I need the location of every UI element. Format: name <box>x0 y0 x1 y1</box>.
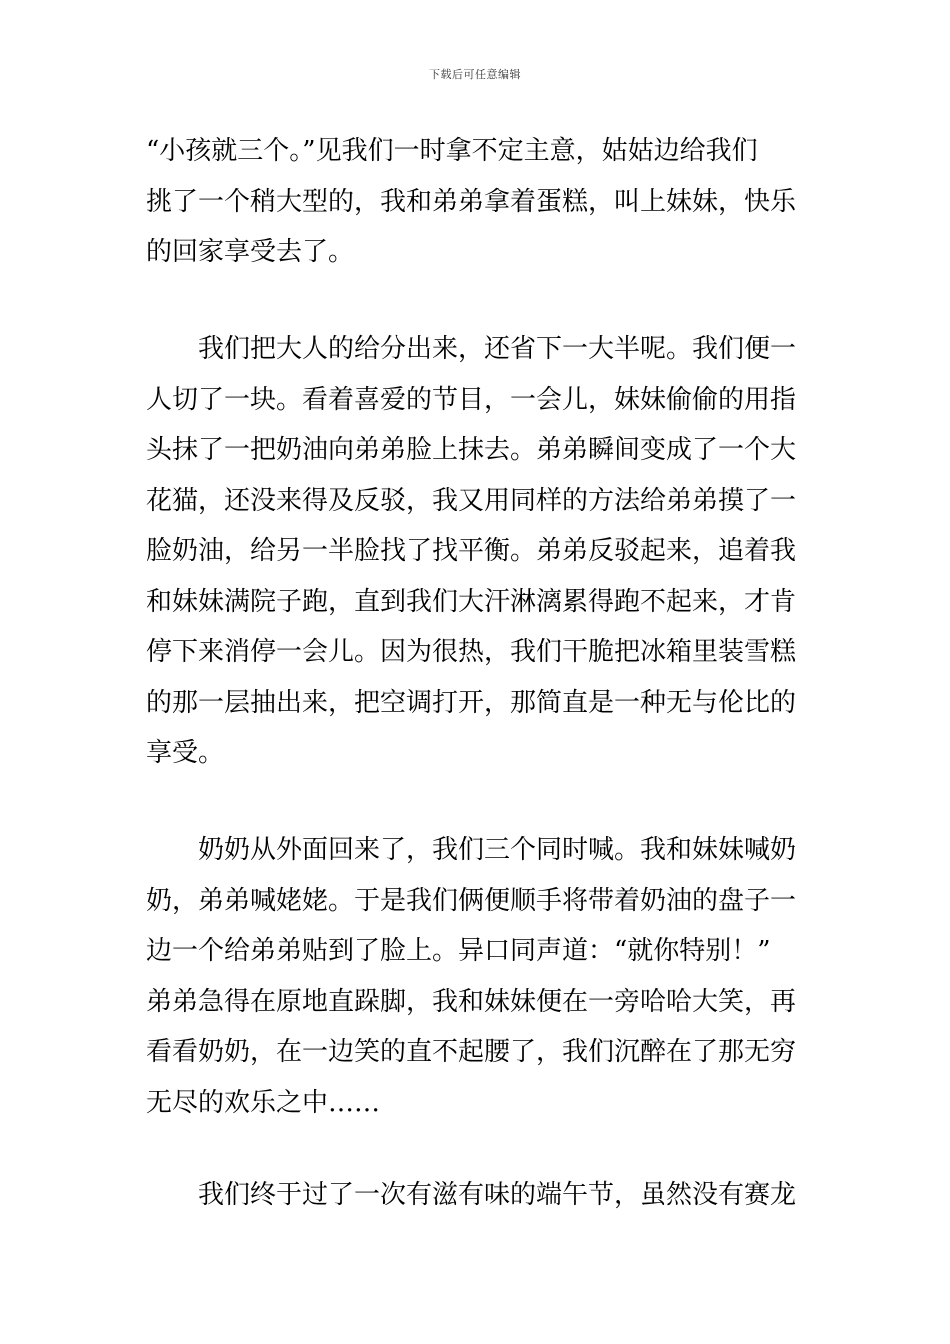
text-line: 的回家享受去了。 <box>146 237 355 267</box>
text-line: 和妹妹满院子跑，直到我们大汗淋漓累得跑不起来，才肯 <box>146 586 797 617</box>
text-line: 停下来消停一会儿。因为很热，我们干脆把冰箱里装雪糕 <box>146 637 797 667</box>
text-line: 人切了一块。看着喜爱的节目，一会儿，妹妹偷偷的用指 <box>146 384 797 415</box>
text-line: 弟弟急得在原地直跺脚，我和妹妹便在一旁哈哈大笑，再 <box>146 986 797 1017</box>
text-line: 脸奶油，给另一半脸找了找平衡。弟弟反驳起来，追着我 <box>146 536 797 566</box>
text-line: 边一个给弟弟贴到了脸上。异口同声道：“就你特别！” <box>146 936 771 966</box>
text-line: 的那一层抽出来，把空调打开，那简直是一种无与伦比的 <box>146 687 797 718</box>
paragraph-3 <box>146 825 806 1128</box>
paragraph-4 <box>146 1170 806 1221</box>
text-line: 奶，弟弟喊姥姥。于是我们俩便顺手将带着奶油的盘子一 <box>146 885 797 916</box>
text-line: 看看奶奶，在一边笑的直不起腰了，我们沉醉在了那无穷 <box>146 1037 797 1067</box>
text-line: 无尽的欢乐之中…… <box>146 1087 381 1118</box>
text-line: 奶奶从外面回来了，我们三个同时喊。我和妹妹喊奶 <box>198 835 797 865</box>
text-line: 花猫，还没来得及反驳，我又用同样的方法给弟弟摸了一 <box>146 485 797 516</box>
paragraph-1 <box>146 126 806 278</box>
page-header: 下载后可任意编辑 <box>429 68 521 81</box>
text-line: 享受。 <box>146 738 225 768</box>
text-line: 挑了一个稍大型的，我和弟弟拿着蛋糕，叫上妹妹，快乐 <box>146 186 797 217</box>
text-line: 头抹了一把奶油向弟弟脸上抹去。弟弟瞬间变成了一个大 <box>146 435 797 465</box>
text-line: 我们把大人的给分出来，还省下一大半呢。我们便一 <box>198 334 797 364</box>
text-line: “小孩就三个。”见我们一时拿不定主意，姑姑边给我们 <box>146 136 758 166</box>
paragraph-2 <box>146 324 806 779</box>
text-line: 我们终于过了一次有滋有味的端午节，虽然没有赛龙 <box>198 1180 797 1210</box>
